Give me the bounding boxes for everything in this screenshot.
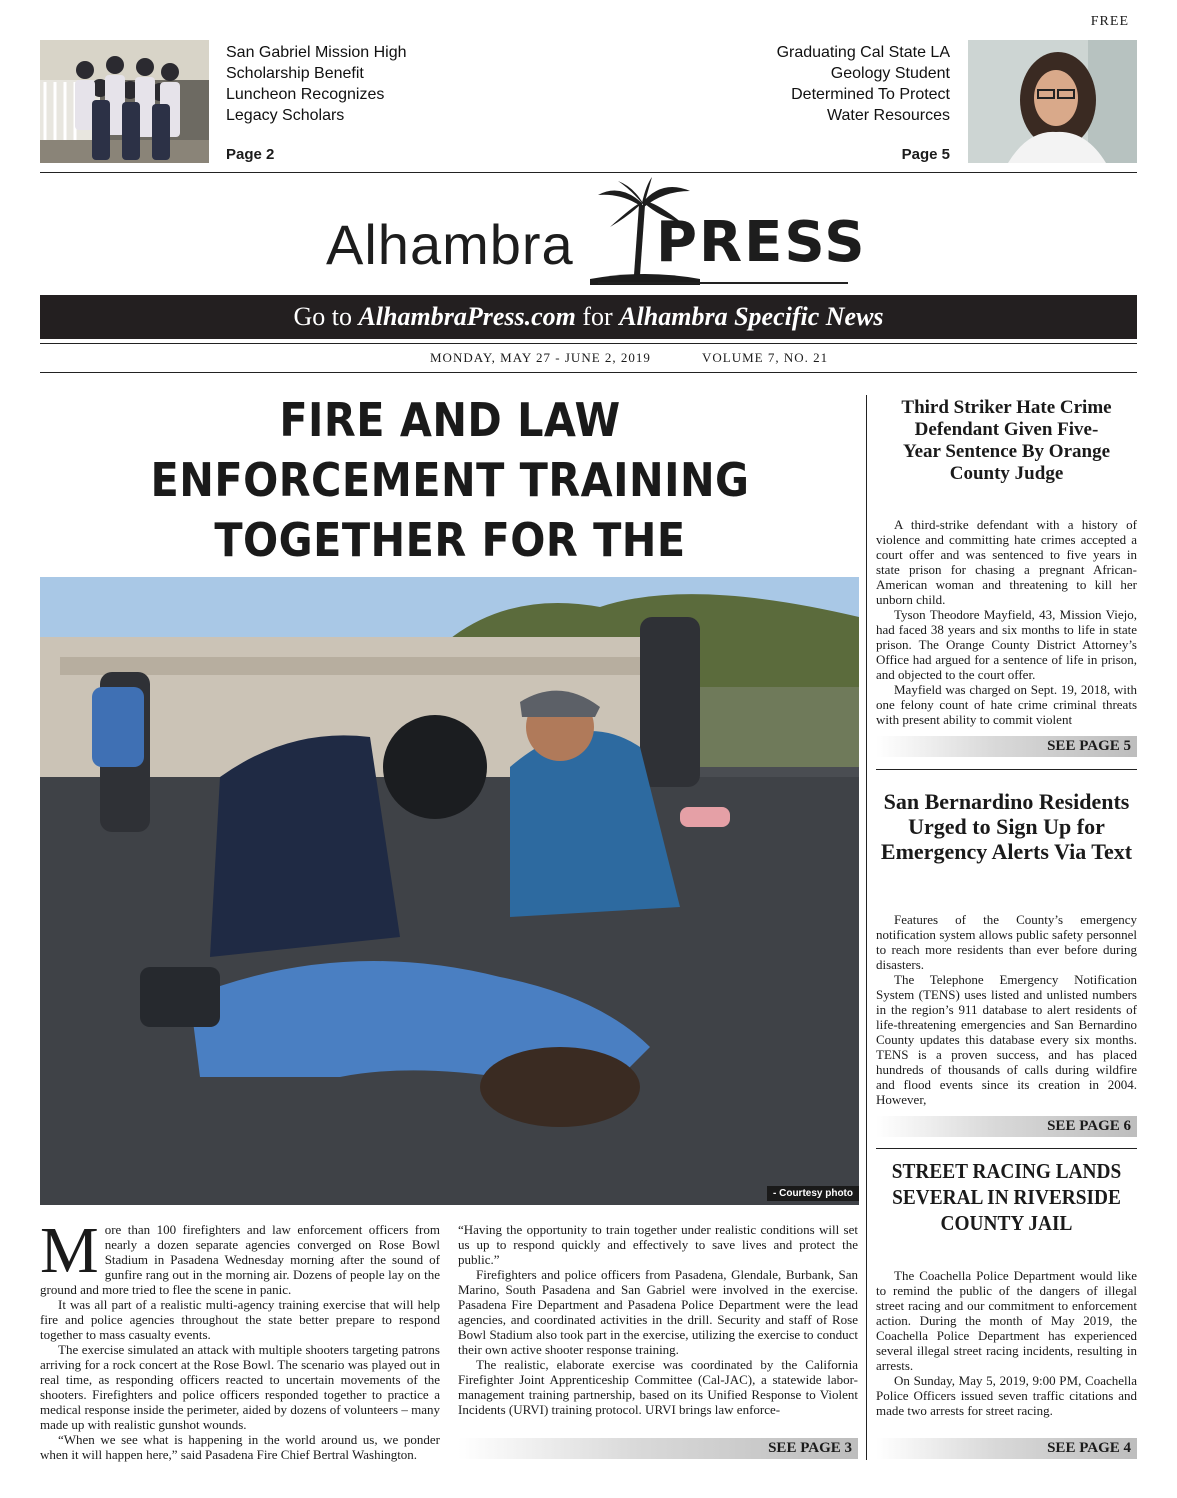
free-label: FREE — [1090, 14, 1129, 29]
main-col2-para-3: The realistic, elaborate exercise was coordinated by the California Firefighter Joint Apprenticeship Committee (Cal-JAC), a statewide labor-management training partnership, based on its Unified Response to Violent Incidents (URVI) training protocol. URVI brings law enforce- — [458, 1357, 858, 1417]
photo-credit: - Courtesy photo — [767, 1186, 859, 1201]
logo-press: PRESS — [656, 210, 867, 275]
main-see-page-button[interactable]: SEE PAGE 3 — [458, 1438, 858, 1459]
main-col1-para-3: The exercise simulated an attack with multiple shooters targeting patrons arriving for a rock concert at the Rose Bowl. The scenario was played out in real time, as responding officers reacted to uncertain movements of the shooters. Firefighters and police officers responded together to practice a medical response inside the perimeter, aided by dozens of volunteers – many made up with realistic gunshot wounds. — [40, 1342, 440, 1432]
top-rule — [40, 172, 1137, 173]
sidebar-1-para-3: Mayfield was charged on Sept. 19, 2018, with one felony count of hate crime criminal threats with present ability to commit violent — [876, 682, 1137, 727]
teaser-photo-student[interactable] — [968, 40, 1137, 163]
sidebar-3-para-1: The Coachella Police Department would like to remind the public of the dangers of illegal street racing and our commitment to enforcement action. During the month of May 2019, the Coachella Police Department has experienced several illegal street racing incidents, resulting in arrests. — [876, 1268, 1137, 1373]
main-story-column-2 — [458, 1222, 858, 1417]
teaser-page-5[interactable]: Page 5 — [901, 146, 950, 163]
main-photo[interactable] — [40, 577, 859, 1205]
banner-mid: for — [582, 302, 613, 331]
sidebar-title-street-racing[interactable]: STREET RACING LANDS SEVERAL IN RIVERSIDE COUNTY JAIL — [891, 1159, 1122, 1235]
main-col2-para-1: “Having the opportunity to train together under realistic conditions will set us up to respond quickly and effectively to save lives and protect the public.” — [458, 1222, 858, 1267]
date-rule-top — [40, 343, 1137, 344]
sidebar-3-para-2: On Sunday, May 5, 2019, 9:00 PM, Coachella Police Officers issued seven traffic citations and made two arrests for street racing. — [876, 1373, 1137, 1418]
main-col1-para-4: “When we see what is happening in the world around us, we ponder when it will happen here,” said Pasadena Fire Chief Bertral Washington. — [40, 1432, 440, 1462]
sidebar-rule-2 — [876, 1148, 1137, 1149]
sidebar-title-hate-crime[interactable]: Third Striker Hate Crime Defendant Given Five-Year Sentence By Orange County Judge — [901, 397, 1112, 484]
sidebar-divider — [866, 395, 867, 1460]
main-col1-para-2: It was all part of a realistic multi-agency training exercise that will help fire and police agencies throughout the state better prepare to respond together to mass casualty events. — [40, 1297, 440, 1342]
teaser-title-geology[interactable]: Graduating Cal State LA Geology Student Determined To Protect Water Resources — [776, 44, 950, 124]
sidebar-title-emergency-alerts[interactable]: San Bernardino Residents Urged to Sign Up for Emergency Alerts Via Text — [880, 789, 1133, 864]
banner-tail: Alhambra Specific News — [619, 302, 884, 331]
main-col2-para-2: Firefighters and police officers from Pasadena, Glendale, Burbank, San Marino, South Pasadena and San Gabriel were involved in the exercise. Pasadena Fire Department and Pasadena Police Department were the lead agencies, and coordinated activities in the drill. Security and staff of Rose Bowl Stadium also took part in the exercise, utilizing the exercise to conduct their own active shooter response training. — [458, 1267, 858, 1357]
banner-prefix: Go to — [293, 302, 352, 331]
main-story-column-1 — [40, 1214, 440, 1462]
issue-volume: VOLUME 7, NO. 21 — [702, 350, 829, 365]
sidebar-story-3-body — [876, 1268, 1137, 1418]
banner-site-link[interactable]: AlhambraPress.com — [358, 302, 576, 331]
sidebar-1-para-1: A third-strike defendant with a history of violence and committing hate crimes accepted a court offer and was sentenced to five years in state prison for chasing a pregnant African-American woman and threatening to kill her unborn child. — [876, 517, 1137, 607]
sidebar-2-see-page-button[interactable]: SEE PAGE 6 — [876, 1116, 1137, 1137]
sidebar-1-see-page-button[interactable]: SEE PAGE 5 — [876, 736, 1137, 757]
drop-cap: M — [40, 1214, 99, 1287]
sidebar-2-para-2: The Telephone Emergency Notification System (TENS) uses listed and unlisted numbers in the region’s 911 database to alert residents of life-threatening emergencies and San Bernardino County updates this database every six months. TENS is a proven success, and has placed hundreds of thousands of calls during wildfire and flood events since its creation in 2004. However, — [876, 972, 1137, 1107]
logo-alhambra: Alhambra — [326, 213, 574, 276]
sidebar-story-1-body — [876, 517, 1137, 727]
website-banner[interactable] — [40, 295, 1137, 339]
sidebar-3-see-page-button[interactable]: SEE PAGE 4 — [876, 1438, 1137, 1459]
sidebar-rule-1 — [876, 769, 1137, 770]
date-rule-bottom — [40, 372, 1137, 373]
sidebar-story-2-body — [876, 912, 1137, 1107]
main-headline[interactable]: FIRE AND LAW ENFORCEMENT TRAINING TOGETHER FOR THE — [150, 393, 750, 567]
teaser-page-2[interactable]: Page 2 — [226, 146, 275, 163]
teaser-title-scholars[interactable]: San Gabriel Mission High Scholarship Benefit Luncheon Recognizes Legacy Scholars — [226, 44, 407, 124]
sidebar-1-para-2: Tyson Theodore Mayfield, 43, Mission Viejo, had faced 38 years and six months to life in state prison. The Orange County District Attorney’s Office had argued for a sentence of life in prison, and objected to the court offer. — [876, 607, 1137, 682]
teaser-photo-scholars[interactable] — [40, 40, 209, 163]
logo-underline — [598, 282, 848, 284]
main-col1-para-1: ore than 100 firefighters and law enforcement officers from nearly a dozen separate agencies converged on Rose Bowl Stadium in Pasadena Wednesday morning after the sound of gunfire rang out in the morning air. Dozens of people lay on the ground and more tried to flee the scene in panic. — [40, 1222, 440, 1297]
sidebar-2-para-1: Features of the County’s emergency notification system allows public safety personnel to reach more residents than ever before during disasters. — [876, 912, 1137, 972]
issue-date: MONDAY, MAY 27 - JUNE 2, 2019 — [430, 350, 651, 365]
